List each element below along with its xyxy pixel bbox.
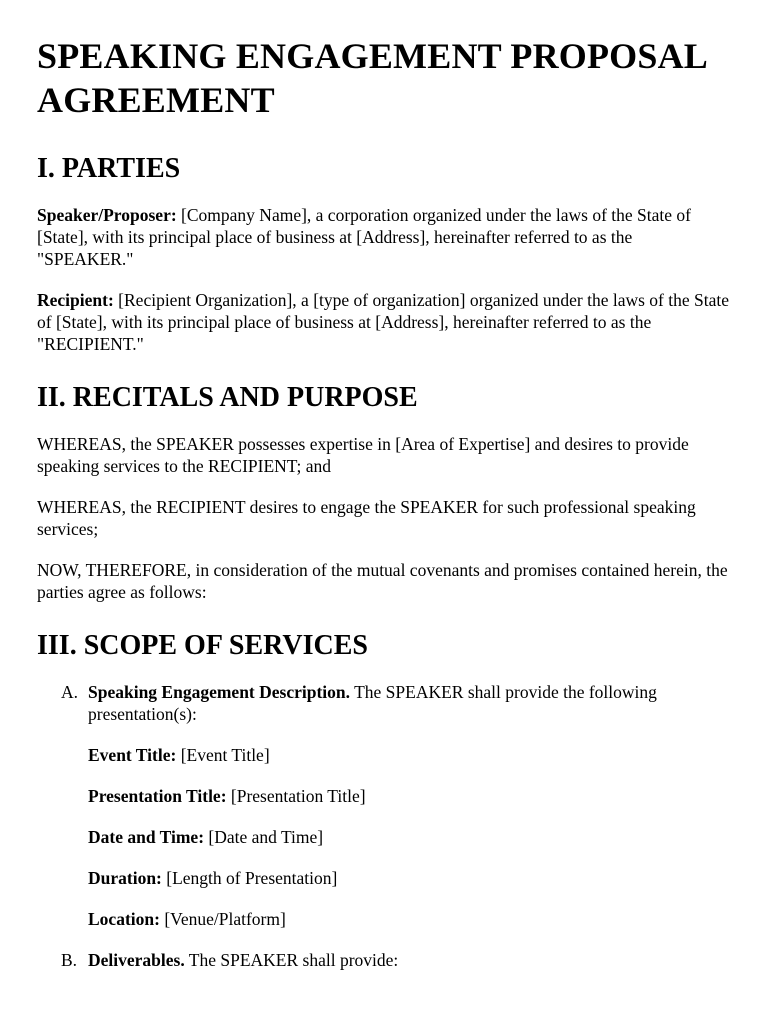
field-label: Date and Time: — [88, 827, 205, 847]
section-scope — [37, 629, 730, 971]
field-value: [Event Title] — [180, 745, 270, 765]
scope-list — [37, 681, 730, 971]
scope-item-a-label: Speaking Engagement Description. — [88, 682, 351, 702]
section-heading-scope: III. SCOPE OF SERVICES — [37, 630, 368, 661]
section-recitals — [37, 381, 730, 603]
scope-item-b-label: Deliverables. — [88, 950, 185, 970]
document-title: SPEAKING ENGAGEMENT PROPOSAL AGREEMENT — [37, 36, 707, 120]
scope-item-a-intro — [88, 681, 730, 725]
section-heading-parties: I. PARTIES — [37, 153, 181, 184]
field-value: [Date and Time] — [208, 827, 324, 847]
field-label: Location: — [88, 909, 160, 929]
recital-paragraph-2: WHEREAS, the RECIPIENT desires to engage the SPEAKER for such professional speaking services; — [37, 497, 696, 539]
recital-paragraph-3: NOW, THEREFORE, in consideration of the mutual covenants and promises contained herein, the parties agree as follows: — [37, 560, 728, 602]
field-label: Duration: — [88, 868, 162, 888]
section-heading-recitals: II. RECITALS AND PURPOSE — [37, 382, 418, 413]
field-value: [Length of Presentation] — [166, 868, 338, 888]
event-title-field — [88, 744, 730, 766]
location-field — [88, 908, 730, 930]
recipient-paragraph — [37, 289, 730, 355]
speaker-label: Speaker/Proposer: — [37, 205, 177, 225]
scope-item-b-intro — [88, 949, 730, 971]
field-value: [Venue/Platform] — [164, 909, 286, 929]
presentation-title-field — [88, 785, 730, 807]
list-marker: A. — [61, 682, 79, 702]
scope-item-b — [37, 949, 730, 971]
section-parties — [37, 152, 730, 355]
field-value: [Presentation Title] — [230, 786, 366, 806]
recipient-text: [Recipient Organization], a [type of organization] organized under the laws of the State of [State], with its principal place of business at [Address], hereinafter referred to as the "RECIPIENT." — [37, 290, 730, 354]
speaker-text: [Company Name], a corporation organized under the laws of the State of [State], with its principal place of business at [Address], hereinafter referred to as the "SPEAKER." — [37, 205, 691, 269]
duration-field — [88, 867, 730, 889]
field-label: Event Title: — [88, 745, 177, 765]
scope-item-b-text: The SPEAKER shall provide: — [188, 950, 399, 970]
list-marker: B. — [61, 950, 78, 970]
speaker-paragraph — [37, 204, 730, 270]
scope-item-a — [37, 681, 730, 930]
date-time-field — [88, 826, 730, 848]
field-label: Presentation Title: — [88, 786, 227, 806]
recital-paragraph-1: WHEREAS, the SPEAKER possesses expertise in [Area of Expertise] and desires to provide speaking services to the RECIPIENT; and — [37, 434, 689, 476]
scope-item-a-text: The SPEAKER shall provide the following presentation(s): — [88, 682, 657, 724]
recipient-label: Recipient: — [37, 290, 114, 310]
